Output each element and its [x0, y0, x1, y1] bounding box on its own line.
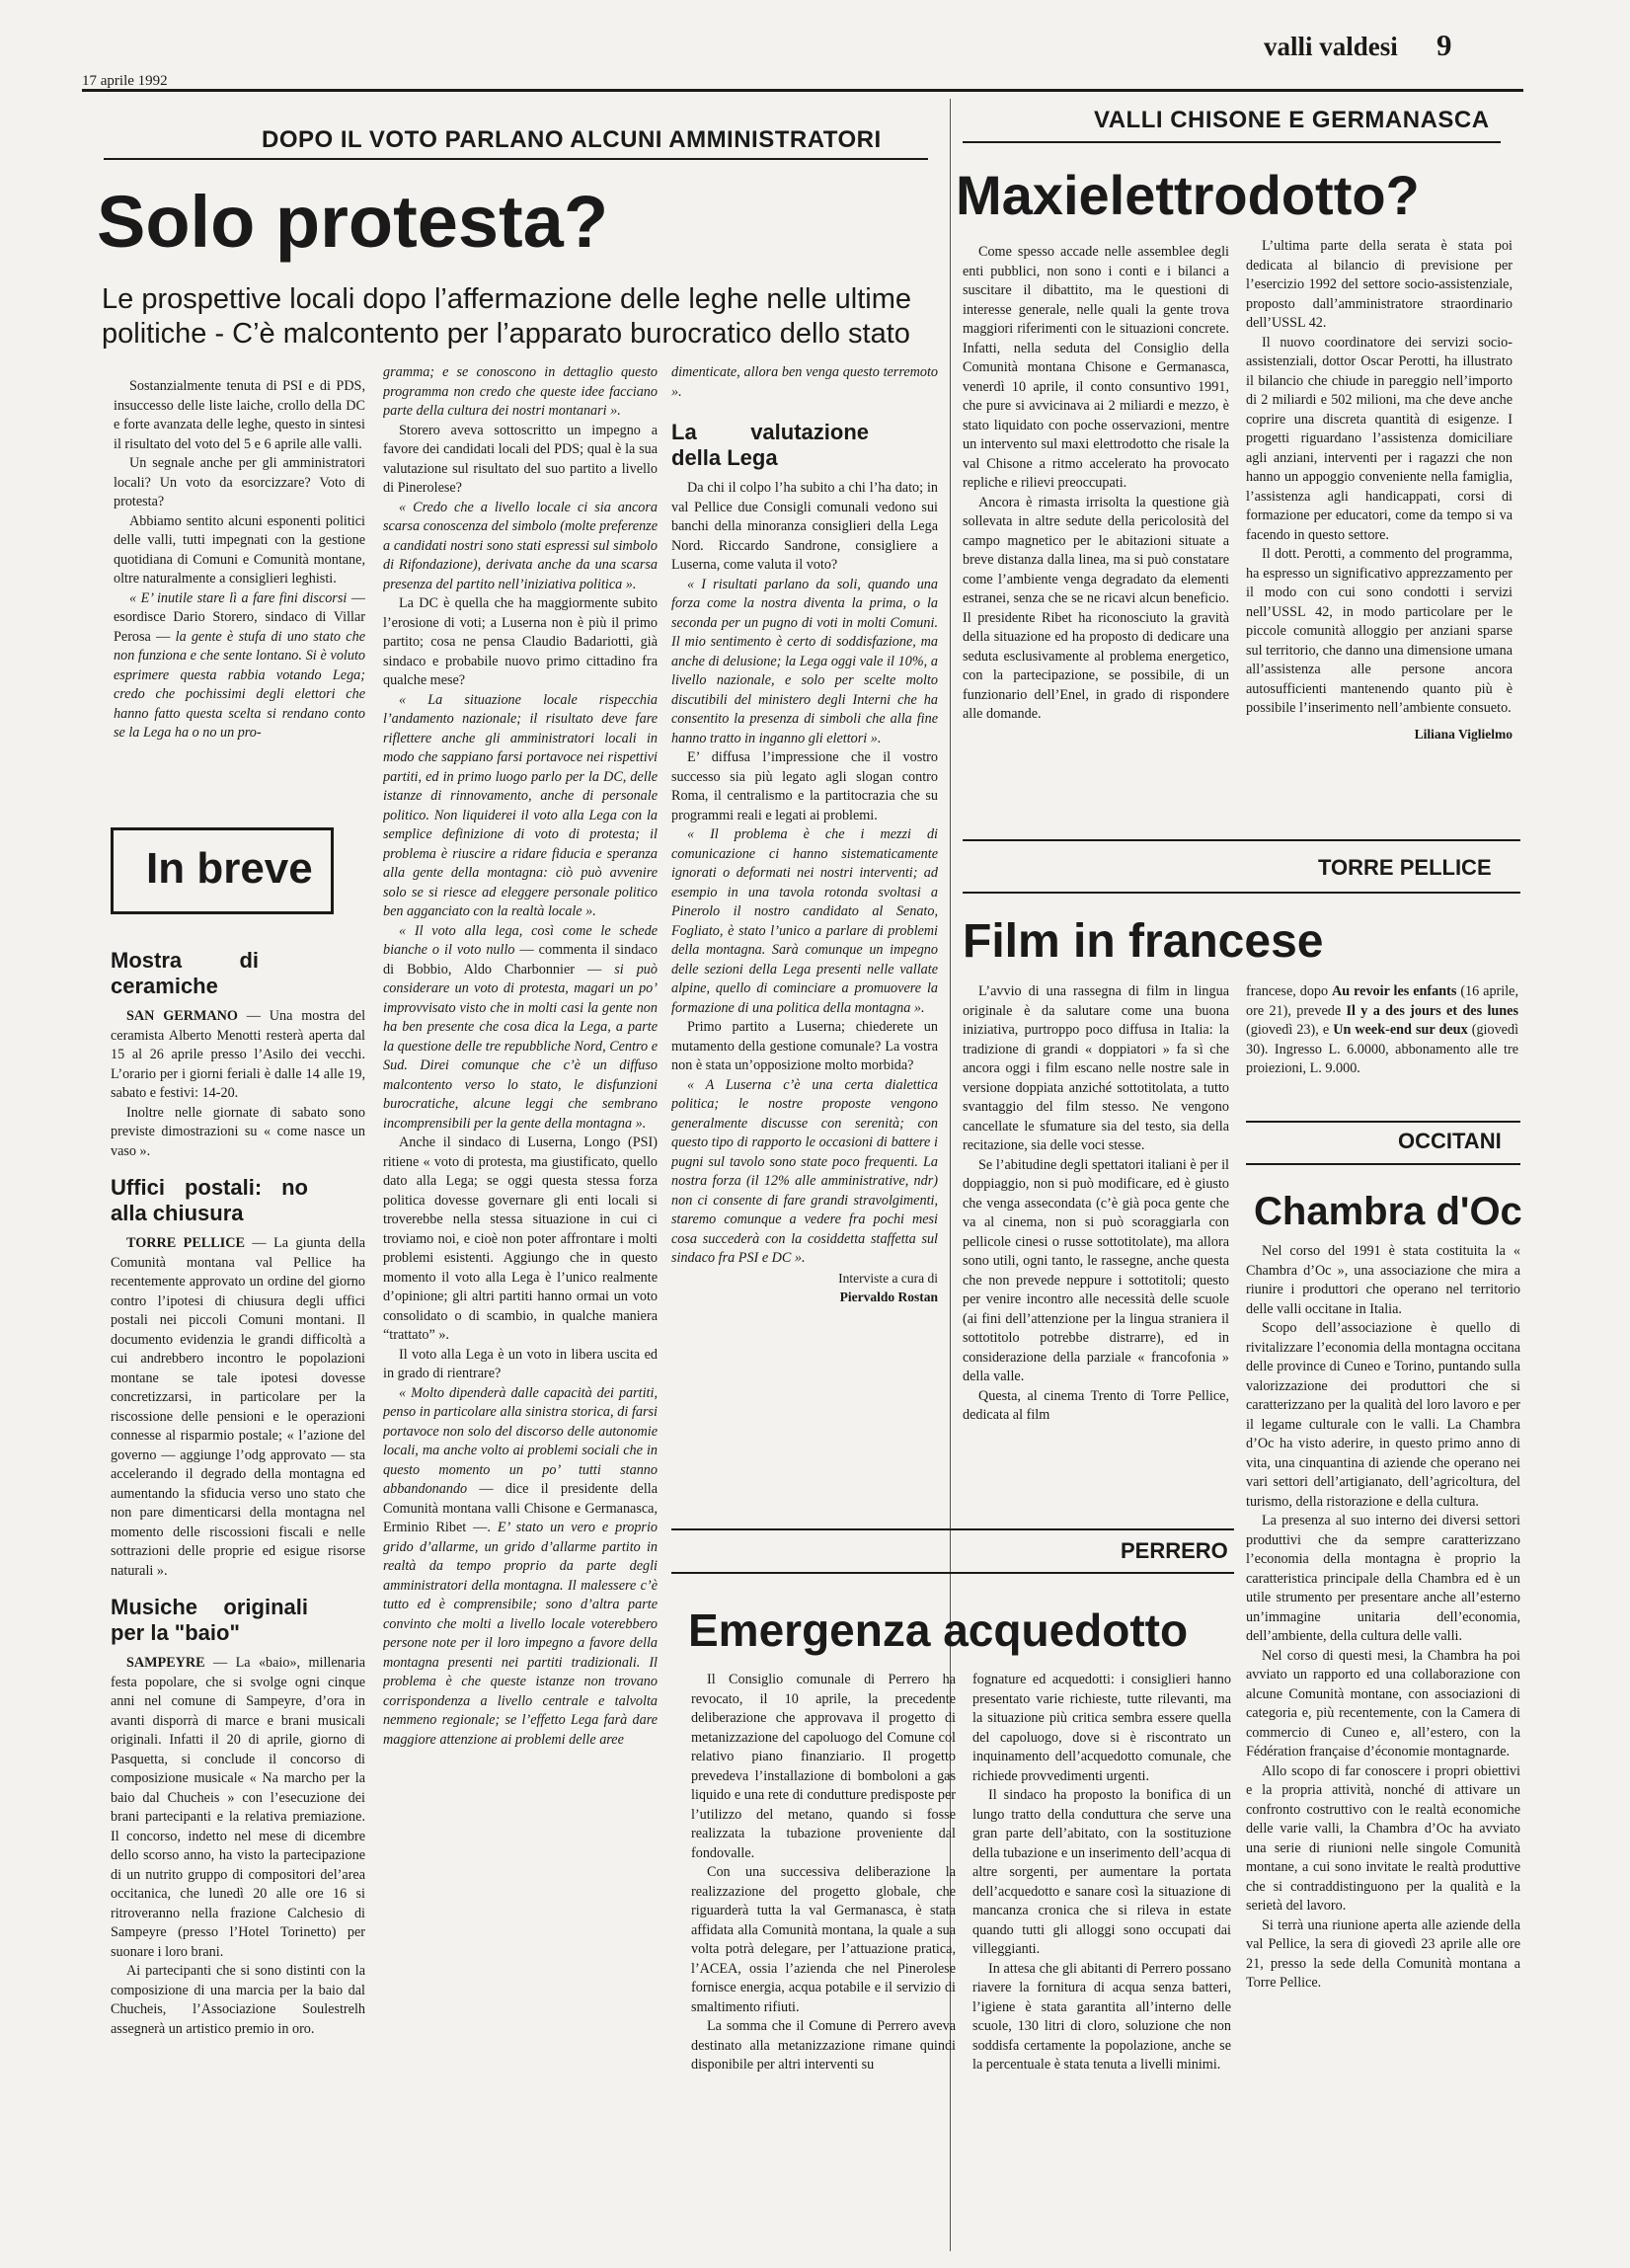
- left-paragraph: Anche il sindaco di Luserna, Longo (PSI) ritiene « voto di protesta, ma giustificato, quello dato alla Lega; se oggi questa stessa forza politica dovesse governare gli enti locali si troverebbe nella stessa situazione in cui ci troviamo noi, e cioè non poter affrontare i molti problemi esistenti. Aggiungo che in questo momento il voto alla Lega è l’unico realmente d’opinione; gli altri partiti hanno ormai un voto consolidato o di scambio, in qualche maniera “trattato” ».: [383, 1134, 658, 1343]
- perrero-col-1: [691, 1671, 956, 2233]
- film-kicker: TORRE PELLICE: [1318, 855, 1492, 880]
- occitani-kicker-rule: [1246, 1163, 1520, 1165]
- left-paragraph: Sostanzialmente tenuta di PSI e di PDS, insuccesso delle liste laiche, crollo della DC e forte avanzata delle leghe, questo in sintesi il risultato del voto del 5 e 6 aprile alle valli.: [114, 378, 365, 452]
- right-paragraph: Il nuovo coordinatore dei servizi socio-assistenziali, dottor Oscar Perotti, ha illustrato il bilancio che chiude in pareggio nell’importo di 2 miliardi e 502 milioni, ma che deve anche coprire una discreta quantità di esigenze. I progetti riguardano l’assistenza domiciliare agli anziani, interventi per i ragazzi che non hanno un appoggio conveniente nella famiglia, l’assistenza agli handicappati, corsi di formazione per educatori, come da tempo si va facendo in questo settore.: [1246, 334, 1513, 543]
- in-breve-paragraph: TORRE PELLICE — La giunta della Comunità montana val Pellice ha recentemente approvato un ordine del giorno contro l’ipotesi di chiusura degli uffici postali nei piccoli Comuni montani. Il documento evidenzia le grandi difficoltà a cui andrebbero incontro le popolazioni montane se tale ipotesi dovesse concretizzarsi, in particolare per la riscossione delle pensioni e le operazioni connesse al risparmio postale; « l’azione del governo — aggiunge l’odg approvato — sta accelerando il degrado della montagna ed aumentando la sfiducia verso uno stato che non pare dimenticarsi della montagna nel momento delle riscossioni fiscali e nelle sottrazioni delle proprie ed esigue risorse naturali ».: [111, 1235, 365, 1579]
- film-paragraph: Questa, al cinema Trento di Torre Pellice, dedicata al film: [963, 1387, 1229, 1423]
- occitani-col: [1246, 1242, 1520, 2229]
- left-col-2: [383, 363, 658, 2229]
- in-breve-column: [111, 938, 365, 2231]
- left-subtitle: Le prospettive locali dopo l’affermazione delle leghe nelle ultime politiche - C’è malcontento per l’apparato burocratico dello stato: [102, 283, 912, 350]
- occitani-top-rule: [1246, 1121, 1520, 1123]
- in-breve-paragraph: Inoltre nelle giornate di sabato sono previste dimostrazioni su « come nasce un vaso ».: [111, 1104, 365, 1159]
- in-breve-headline: Uffici postali: no alla chiusura: [111, 1175, 308, 1225]
- left-paragraph: Storero aveva sottoscritto un impegno a favore dei candidati locali del PDS; qual è la sua valutazione sul risultato del suo partito a livello di Pinerolese?: [383, 422, 658, 496]
- perrero-paragraph: Il Consiglio comunale di Perrero ha revocato, il 10 aprile, la precedente deliberazione che approvava il progetto di metanizzazione del capoluogo del Comune col relativo piano finanziario. Il progetto prevedeva l’installazione di bomboloni a gas liquido e una rete di condutture predisposte per l’utilizzo del metano, quando si fosse realizzata la tubazione proveniente dal fondovalle.: [691, 1672, 956, 1861]
- right-col-1: [963, 243, 1229, 835]
- left-quote: « E’ inutile stare lì a fare fini discorsi — esordisce Dario Storero, sindaco di Villar Perosa — la gente è stufa di uno stato che non funziona e che sente lontano. Si è voluto esprimere questa rabbia votando Lega; credo che pochissimi degli elettori che hanno fatto questa scelta si rendano conto se la Lega ha o no un pro-: [114, 589, 365, 741]
- left-paragraph: Primo partito a Luserna; chiederete un mutamento della gestione comunale? La vostra non è stata un’opposizione molto morbida?: [671, 1019, 938, 1073]
- left-paragraph: Abbiamo sentito alcuni esponenti politici delle valli, tutti impegnati con la gestione quotidiana di Comuni e Comunità montane, oltre naturalmente a consiglieri leghisti.: [114, 512, 365, 587]
- occitani-paragraph: Nel corso di questi mesi, la Chambra ha poi avviato un rapporto ed una collaborazione con alcune Comunità montane, con associazioni di categoria e, più recentemente, con la Camera di commercio di Cuneo e, all’estero, con la Fédération française d’économie montagnarde.: [1246, 1647, 1520, 1760]
- in-breve-headline: Mostra di ceramiche: [111, 948, 259, 998]
- film-kicker-rule: [963, 892, 1520, 894]
- left-quote: « Il problema è che i mezzi di comunicazione ci hanno sistematicamente ignorati o deformati nei nostri interventi; ad esempio in una tavola rotonda svoltasi a Pinerolo il nostro candidato al Senato, Fogliato, è stato l’unico a parlare di problemi della montagna. Sarà comunque un impegno delle sezioni della Lega presenti nelle vallate alpine, quello di cominciare a promuovere la formazione di una politica della montagna ».: [671, 826, 938, 1016]
- right-kicker-rule: [963, 141, 1501, 143]
- left-col-1: [114, 377, 365, 792]
- perrero-kicker: PERRERO: [1121, 1538, 1228, 1563]
- left-subhead: La valutazione della Lega: [671, 420, 869, 470]
- occitani-paragraph: Allo scopo di far conoscere i propri obiettivi e la propria attività, nonché di attivare un confronto costruttivo con le realtà economiche delle varie valli, la Chambra d’Oc ha avviato una serie di riunioni nelle singole Comunità montane, a cui sono invitate le realtà produttive che si contraddistinguono per la qualità e la serietà del lavoro.: [1246, 1762, 1520, 1914]
- left-quote: « Il voto alla lega, così come le schede bianche o il voto nullo — commenta il sindaco di Bobbio, Aldo Charbonnier — si può considerare un voto di protesta, magari un po’ improvvisato visto che in molti casi la gente non ha ben presente che cosa dica la Lega, a parte la questione delle tre repubbliche Nord, Centro e Sud. Direi comunque che c’è un diffuso malcontento verso lo stato, le disfunzioni burocratiche, alcune leggi che sembrano incomprensibili per la gente della montagna ».: [383, 922, 658, 1132]
- occitani-headline: Chambra d'Oc: [1254, 1190, 1522, 1233]
- left-quote: dimenticate, allora ben venga questo terremoto ».: [671, 364, 938, 400]
- perrero-col-2: [972, 1671, 1231, 2233]
- in-breve-paragraph: SAN GERMANO — Una mostra del ceramista Alberto Menotti resterà aperta dal 15 al 26 aprile presso l’Asilo dei vecchi. L’orario per i giorni feriali è dalle 14 alle 19, sabato e festivi: 14-20.: [111, 1008, 365, 1101]
- occitani-kicker: OCCITANI: [1398, 1129, 1502, 1153]
- right-author: Liliana Viglielmo: [1414, 726, 1513, 742]
- film-paragraph: Se l’abitudine degli spettatori italiani è per il doppiaggio, non si può modificare, ed è giusto che venga assecondata (c’è già poca gente che va al cinema, non si può scoraggiarla con pellicole cinesi o russe sottotitolate), ma allora sono utili, ogni tanto, le rassegne, anche questa che non prevede neppure i sottotitoli; questo per venire incontro alle necessità delle scuole (ai fini dell’attenzione per la lingua straniera il sottotitolo potrebbe distrarre), ed in considerazione della parziale « francofonia » della valle.: [963, 1156, 1229, 1384]
- film-col-2: [1246, 982, 1518, 1131]
- left-quote: « A Luserna c’è una certa dialettica politica; le nostre proposte vengono generalmente discusse con serenità; con questo tipo di rapporto le occasioni di battere i pugni sul tavolo sono state poco frequenti. La nostra forza (il 12% alle amministrative, ndr) non ci consente di fare grandi stravolgimenti, staremo comunque a vedere fra pochi mesi cosa succederà con la cosiddetta staffetta sul sindaco fra PSI e DC ».: [671, 1076, 938, 1266]
- right-headline: Maxielettrodotto?: [956, 164, 1420, 226]
- occitani-paragraph: Scopo dell’associazione è quello di rivitalizzare l’economia della montagna occitana delle province di Cuneo e Torino, puntando sulla valorizzazione dei produttori che si caratterizzano per la qualità del loro lavoro e per il legame culturale con le valli. La Chambra d’Oc ha visto aderire, in questo primo anno di vita, una cinquantina di aziende che operano nei vari settori dell’artigianato, dell’agricoltura, del turismo, della ristorazione e della cultura.: [1246, 1320, 1520, 1510]
- left-kicker: DOPO IL VOTO PARLANO ALCUNI AMMINISTRATORI: [262, 126, 882, 153]
- occitani-paragraph: La presenza al suo interno dei diversi settori produttivi che da sempre caratterizzano l’economia della montagna è proprio la caratteristica principale della Chambra ed è un utile strumento per presentare anche all’esterno un’immagine unitaria dell’economia, dell’ambiente, della cultura delle valli.: [1246, 1513, 1520, 1644]
- perrero-headline: Emergenza acquedotto: [688, 1604, 1189, 1656]
- left-paragraph: La DC è quella che ha maggiormente subito l’erosione di voti; a Luserna non è più il primo partito; cosa ne pensa Claudio Badariotti, già sindaco e probabile nuovo primo cittadino fra qualche mese?: [383, 595, 658, 688]
- left-quote: « La situazione locale rispecchia l’andamento nazionale; il risultato deve fare riflettere anche gli amministratori locali in modo che sappiano farsi portavoce nei rispettivi partiti, ed in primo luogo parlo per la DC, delle istanze di rinnovamento, anche di personale politico. Non liquiderei il voto alla Lega con la semplice definizione di voto di protesta; il problema è riuscire a ridare fiducia e speranza alla gente della montagna: ciò può avvenire solo se si riesce ad eleggere personale politico ben agganciato con la realtà locale ».: [383, 691, 658, 919]
- left-kicker-rule: [104, 158, 928, 160]
- perrero-paragraph: Con una successiva deliberazione la realizzazione del progetto globale, che riguarderà tutta la val Germanasca, è stata affidata alla Comunità montana, la quale a sua volta potrà delegare, per l’attuazione pratica, l’ACEA, ossia l’azienda che nel Pinerolese fornisce energia, acqua potabile e il servizio di smaltimento rifiuti.: [691, 1864, 956, 2015]
- right-col-2: [1246, 237, 1513, 829]
- left-quote: « Credo che a livello locale ci sia ancora scarsa conoscenza del simbolo (molte preferenze a candidati nostri sono stati espressi sul simbolo di Rifondazione), derivata anche da una scarsa presenza del partito nell’iniziativa politica ».: [383, 499, 658, 592]
- film-paragraph: L’avvio di una rassegna di film in lingua originale è da salutare come una buona iniziativa, purtroppo poco diffusa in Italia: la tradizione di grandi « doppiatori » fa sì che ancora oggi i film escano nelle nostre sale in versione doppiata anziché sottotitolata, a tutto svantaggio del film stesso. Ne vengono cancellate le sfumature sia del testo, sia della recitazione, sia delle voci stesse.: [963, 983, 1229, 1153]
- left-headline: Solo protesta?: [97, 181, 609, 263]
- in-breve-paragraph: SAMPEYRE — La «baio», millenaria festa popolare, che si svolge ogni cinque anni nel comune di Sampeyre, d’ora in avanti disporrà di marce e brani musicali originali. Infatti il 20 di aprile, giorno di Pasquetta, si conclude il concorso di composizione musicale « Na marcho per la baio dal Chucheis » con l’esecuzione dei brani partecipanti e la relativa premiazione. Il concorso, indetto nel mese di dicembre dello scorso anno, ha visto la partecipazione di un nutrito gruppo di compositori del’area occitanica, che lunedì 20 alle ore 16 si ritroveranno nella frazione Calchesio di Sampeyre (presso l’Hotel Torinetto) per suonare i loro brani.: [111, 1655, 365, 1960]
- left-quote: gramma; e se conoscono in dettaglio questo programma non credo che queste idee facciano parte della cultura dei nostri montanari ».: [383, 364, 658, 419]
- masthead: valli valdesi: [1264, 32, 1398, 61]
- right-paragraph: L’ultima parte della serata è stata poi dedicata al bilancio di previsione per l’esercizio 1992 del settore socio-assistenziale, proposto dall’amministratore straordinario dell’USSL 42.: [1246, 238, 1513, 331]
- film-headline: Film in francese: [963, 915, 1324, 968]
- right-paragraph: Ancora è rimasta irrisolta la questione già sollevata in altre sedute della pericolosità del campo magnetico per le abitazioni situate a breve distanza dalla linea, ma si può constatare come l’ambiente venga degradato da elementi estranei, senza che se ne ricavi alcun beneficio. Il presidente Ribet ha riconosciuto la gravità della situazione ed ha proposto di dedicare una seduta esclusivamente al problema energetico, con la partecipazione, se possibile, di un funzionario dell’Enel, in grado di rispondere alle domande.: [963, 494, 1229, 722]
- in-breve-headline: Musiche originali per la "baio": [111, 1595, 308, 1645]
- perrero-paragraph: Il sindaco ha proposto la bonifica di un lungo tratto della conduttura che serve una gran parte dell’abitato, con la sostituzione della tubazione e un inserimento dell’acqua di altre sorgenti, per aumentare la portata dell’acquedotto e sanare così la situazione di mancanza cronica che si rileva in estate quando tutti gli alloggi sono occupati dai villeggianti.: [972, 1787, 1231, 1957]
- interview-author: Piervaldo Rostan: [839, 1290, 938, 1304]
- perrero-paragraph: La somma che il Comune di Perrero aveva destinato alla metanizzazione rimane quindi disponibile per altri interventi su: [691, 2018, 956, 2072]
- perrero-paragraph: In attesa che gli abitanti di Perrero possano riavere la fornitura di acqua senza batteri, l’igiene è stata garantita all’interno delle scuole, 130 litri di cloro, soluzione che non soddisfa certamente la popolazione, anche se la percentuale è stata tenuta a livelli minimi.: [972, 1960, 1231, 2072]
- film-col-1: [963, 982, 1229, 1516]
- left-paragraph: Il voto alla Lega è un voto in libera uscita ed in grado di rientrare?: [383, 1346, 658, 1381]
- header-rule: [82, 89, 1523, 92]
- right-paragraph: Il dott. Perotti, a commento del programma, ha espresso un significativo apprezzamento per il modo con cui sono condotti i servizi nell’USSL 42, in modo particolare per le piccole comunità alloggio per anziani sparse sul territorio, che danno una dimensione umana all’assistenza alle persone ancora autosufficienti mantenendo quanto più è possibile l’inserimento nell’ambiente consueto.: [1246, 546, 1513, 716]
- left-paragraph: E’ diffusa l’impressione che il vostro successo sia più legato agli slogan contro Roma, il centralismo e la partitocrazia che su programmi reali e legati ai problemi.: [671, 749, 938, 823]
- issue-date: 17 aprile 1992: [82, 73, 168, 89]
- perrero-paragraph: fognature ed acquedotti: i consiglieri hanno presentato varie richieste, tutte rilevanti, ma la situazione più critica sembra essere quella del capoluogo, dove si è riscontrato un inquinamento dell’acquedotto comunale, che richiede provvedimenti urgenti.: [972, 1672, 1231, 1784]
- left-paragraph: Da chi il colpo l’ha subito a chi l’ha dato; in val Pellice due Consigli comunali vedono sui banchi della minoranza consiglieri della Lega Nord. Riccardo Sandrone, consigliere a Luserna, come valuta il voto?: [671, 480, 938, 573]
- right-paragraph: Come spesso accade nelle assemblee degli enti pubblici, non sono i conti e i bilanci a suscitare il dibattito, ma le questioni di interesse generale, nelle quali la gente trova maggiori riferimenti con le situazioni concrete. Infatti, nella seduta del Consiglio della Comunità montana Chisone e Germanasca, venerdì 10 aprile, il conto consuntivo 1991, che pure si avvicinava ai 2 miliardi e mezzo, è stato liquidato con poche osservazioni, mentre un intervento sul maxi elettrodotto che risale la val Chisone a ritmo accelerato ha provocato repliche e rilievi preoccupati.: [963, 244, 1229, 491]
- in-breve-paragraph: Ai partecipanti che si sono distinti con la composizione di una marcia per la baio dal Chucheis, l’Associazione Soulestrelh assegnerà un artistico premio in oro.: [111, 1963, 365, 2037]
- right-kicker: VALLI CHISONE E GERMANASCA: [1094, 107, 1490, 133]
- in-breve-title: In breve: [146, 844, 313, 893]
- perrero-kicker-rule: [671, 1572, 1234, 1574]
- occitani-paragraph: Nel corso del 1991 è stata costituita la « Chambra d’Oc », una associazione che mira a riunire i produttori che operano nel territorio delle valli occitane in Italia.: [1246, 1243, 1520, 1317]
- page-number: 9: [1436, 28, 1452, 62]
- left-paragraph: Un segnale anche per gli amministratori locali? Un voto da esorcizzare? Voto di protesta?: [114, 455, 365, 509]
- perrero-top-rule: [671, 1528, 1234, 1530]
- film-paragraph: francese, dopo Au revoir les enfants (16 aprile, ore 21), prevede Il y a des jours et des lunes (giovedì 23), e Un week-end sur deux (giovedì 30). Ingresso L. 6.0000, abbonamento alle tre proiezioni, L. 9.000.: [1246, 983, 1518, 1076]
- left-quote: « Molto dipenderà dalle capacità dei partiti, penso in particolare alla sinistra storica, di farsi portavoce non solo del discorso delle autonomie locali, ma anche volto ai problemi sociali che in questo momento un po’ tutti stanno abbandonando — dice il presidente della Comunità montana valli Chisone e Germanasca, Erminio Ribet —. E’ stato un vero e proprio grido d’allarme, un grido d’allarme partito in realtà da tempo proprio da parte degli amministratori della montagna. Il malessere c’è tutto ed è comprensibile; sono d’altra parte convinto che molti a livello locale voterebbero persone note per il loro impegno a favore della montagna presenti nei partiti tradizionali. Il problema è che queste istanze non trovano corrispondenza a livello centrale e talvolta nemmeno regionale; se l’effetto Lega farà dare maggiore attenzione ai problemi delle aree: [383, 1384, 658, 1748]
- occitani-paragraph: Si terrà una riunione aperta alle aziende della val Pellice, la sera di giovedì 23 aprile alle ore 21, presso la sede della Comunità montana a Torre Pellice.: [1246, 1916, 1520, 1991]
- interview-credit: Interviste a cura di: [838, 1270, 938, 1286]
- section-rule: [963, 839, 1520, 841]
- left-quote: « I risultati parlano da soli, quando una forza come la nostra diventa la prima, o la seconda per un pugno di voti in molti Comuni. Il mio sentimento è certo di soddisfazione, ma anche di delusione; la Lega oggi vale il 10%, a livello nazionale, e solo per scelte molto discutibili del ministero degli Interni che ha consentito la presenza di simboli che alla fine hanno tratto in inganno gli elettori ».: [671, 576, 938, 746]
